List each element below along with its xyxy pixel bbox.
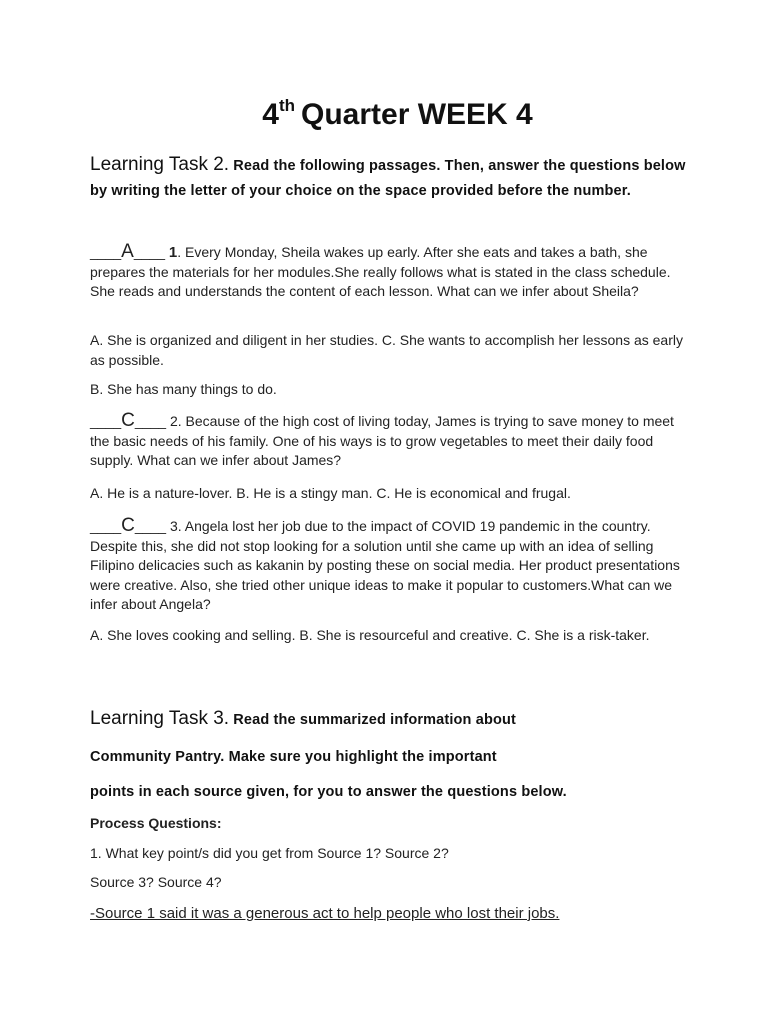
title-ordinal-suffix: th <box>278 96 295 115</box>
task3-label: Learning Task 3. <box>90 708 230 729</box>
process-question-1: 1. What key point/s did you get from Source 1? Source 2? <box>90 845 449 861</box>
q1-choice-b: B. She has many things to do. <box>90 381 277 397</box>
task3-instruction-2: Community Pantry. Make sure you highlight the important <box>90 749 497 765</box>
question-3 <box>90 516 690 615</box>
title-text: Quarter WEEK 4 <box>301 98 533 131</box>
question-2 <box>90 411 690 471</box>
q2-choices: A. He is a nature-lover. B. He is a stingy man. C. He is economical and frugal. <box>90 485 571 501</box>
q3-choices: A. She loves cooking and selling. B. She is resourceful and creative. C. She is a risk-taker. <box>90 627 650 643</box>
task3-instruction-1: Read the summarized information about <box>233 712 516 728</box>
q2-answer-letter: C <box>121 410 135 431</box>
process-questions-heading: Process Questions: <box>90 815 222 831</box>
q3-answer-letter: C <box>121 515 135 536</box>
q3-passage: 3. Angela lost her job due to the impact of COVID 19 pandemic in the country. Despite this, she did not stop looking for a solution until she came up with an idea of selling Filipino delicacies such as kakanin by posting these on social media. Her product presentations were creative. Also, she tried other unique ideas to make it popular to customers.What can we infer about Angela? <box>90 518 680 613</box>
q2-passage: 2. Because of the high cost of living today, James is trying to save money to meet the basic needs of his family. One of his ways is to grow vegetables to meet their daily food supply. What can we infer about James? <box>90 413 674 469</box>
page-title <box>0 96 768 132</box>
q1-blank-before: ____ <box>90 244 122 260</box>
q2-blank-after: ____ <box>134 413 170 429</box>
q2-blank-before: ____ <box>90 413 122 429</box>
q3-blank-before: ____ <box>90 518 122 534</box>
title-number: 4 <box>262 98 279 131</box>
process-question-1-cont: Source 3? Source 4? <box>90 874 222 890</box>
q1-choices-ac: A. She is organized and diligent in her studies. C. She wants to accomplish her lessons as early as possible. <box>90 332 683 368</box>
task2-instruction: Read the following passages. Then, answer the questions below by writing the letter of your choice on the space provided before the number. <box>90 158 686 199</box>
question-1 <box>90 242 690 302</box>
task3-heading-line1 <box>90 707 690 733</box>
q1-passage: . Every Monday, Sheila wakes up early. After she eats and takes a bath, she prepares the materials for her modules.She really follows what is stated in the class schedule. She reads and understands the content of each lesson. What can we infer about Sheila? <box>90 244 671 300</box>
q1-blank-after: ____ <box>133 244 169 260</box>
q1-answer-letter: A <box>121 241 134 262</box>
task3-instruction-3: points in each source given, for you to answer the questions below. <box>90 784 567 800</box>
task2-heading <box>90 153 690 203</box>
q3-blank-after: ____ <box>134 518 170 534</box>
q1-number: 1 <box>168 244 178 261</box>
source-1-answer: -Source 1 said it was a generous act to help people who lost their jobs. <box>90 905 560 922</box>
task2-label: Learning Task 2. <box>90 154 230 175</box>
